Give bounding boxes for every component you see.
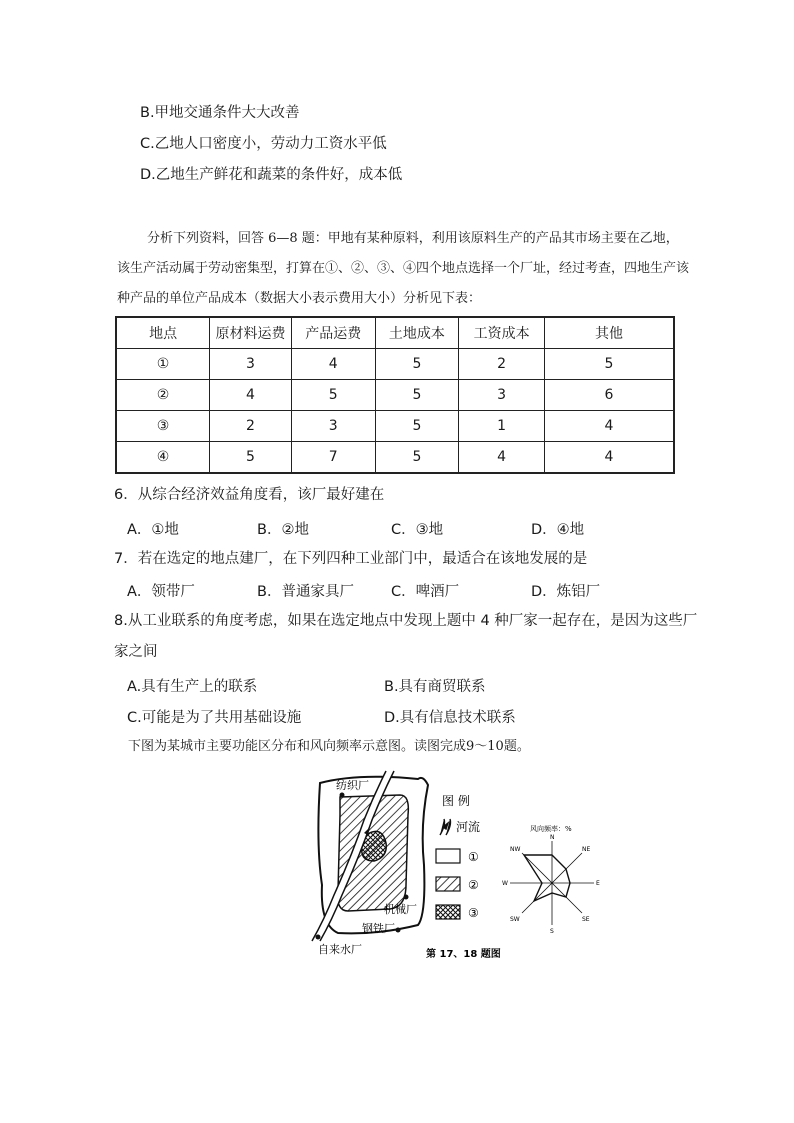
q9-intro: 下图为某城市主要功能区分布和风向频率示意图。读图完成9～10题。 bbox=[128, 739, 530, 754]
table-header: 土地成本 bbox=[375, 317, 459, 349]
table-cell: ① bbox=[116, 349, 210, 380]
table-cell: 3 bbox=[210, 349, 292, 380]
q5-option-d: D.乙地生产鲜花和蔬菜的条件好，成本低 bbox=[140, 167, 403, 183]
q5-option-c: C.乙地人口密度小，劳动力工资水平低 bbox=[140, 136, 387, 152]
wind-rose-title: 风向频率：% bbox=[530, 825, 572, 833]
table-cell: 3 bbox=[291, 411, 375, 442]
table-cell: 7 bbox=[291, 442, 375, 474]
wind-dir-nw: NW bbox=[510, 846, 521, 853]
table-cell: 4 bbox=[210, 380, 292, 411]
table-row bbox=[116, 442, 674, 474]
intro-line-1: 分析下列资料，回答 6—8 题：甲地有某种原料，利用该原料生产的产品其市场主要在乙地， bbox=[147, 231, 679, 246]
machinery-factory-label: 机械厂 bbox=[384, 903, 417, 916]
q7-option-a: A．领带厂 bbox=[127, 584, 195, 600]
q8-option-b: B.具有商贸联系 bbox=[384, 679, 486, 695]
q5-option-b: B.甲地交通条件大大改善 bbox=[140, 105, 300, 121]
legend-zone-3-label: ③ bbox=[468, 906, 479, 920]
wind-dir-sw: SW bbox=[510, 916, 520, 923]
machinery-factory-point bbox=[404, 895, 409, 900]
legend-river-icon bbox=[440, 819, 451, 835]
table-header: 产品运费 bbox=[291, 317, 375, 349]
q7-option-d: D．炼铝厂 bbox=[531, 584, 601, 600]
q8-option-d: D.具有信息技术联系 bbox=[384, 710, 516, 726]
table-cell: 5 bbox=[375, 411, 459, 442]
table-header: 原材料运费 bbox=[210, 317, 292, 349]
q8-option-c: C.可能是为了共用基础设施 bbox=[127, 710, 302, 726]
steel-factory-label: 钢铁厂 bbox=[362, 922, 395, 935]
wind-rose bbox=[502, 834, 600, 935]
cost-table bbox=[115, 316, 675, 474]
q7-option-b: B．普通家具厂 bbox=[257, 584, 354, 600]
legend-title: 图 例 bbox=[442, 794, 470, 808]
table-cell: 4 bbox=[459, 442, 545, 474]
steel-factory-point bbox=[396, 928, 401, 933]
water-plant-label: 自来水厂 bbox=[318, 943, 362, 956]
table-cell: 2 bbox=[459, 349, 545, 380]
table-cell: 5 bbox=[375, 442, 459, 474]
legend-zone-2-label: ② bbox=[468, 878, 479, 892]
intro-line-2: 该生产活动属于劳动密集型，打算在①、②、③、④四个地点选择一个厂址，经过考查，四地生产该 bbox=[117, 261, 690, 276]
table-cell: 5 bbox=[544, 349, 674, 380]
q6-option-d: D．④地 bbox=[531, 522, 585, 538]
wind-dir-n: N bbox=[550, 834, 555, 841]
table-cell: 4 bbox=[544, 411, 674, 442]
table-header-row bbox=[116, 317, 674, 349]
wind-dir-se: SE bbox=[582, 916, 590, 923]
table-header: 地点 bbox=[116, 317, 210, 349]
q6-option-a: A．①地 bbox=[127, 522, 179, 538]
table-cell: 5 bbox=[291, 380, 375, 411]
table-cell: 5 bbox=[375, 349, 459, 380]
q7-stem: 7．若在选定的地点建厂，在下列四种工业部门中，最适合在该地发展的是 bbox=[114, 551, 588, 567]
table-cell: 5 bbox=[210, 442, 292, 474]
table-cell: ② bbox=[116, 380, 210, 411]
table-header: 其他 bbox=[544, 317, 674, 349]
water-plant-point bbox=[316, 935, 321, 940]
legend-zone-3-swatch bbox=[436, 905, 460, 919]
q6-stem: 6．从综合经济效益角度看，该厂最好建在 bbox=[114, 487, 385, 503]
legend-river-label: 河流 bbox=[456, 820, 481, 834]
q6-option-c: C．③地 bbox=[391, 522, 444, 538]
legend-zone-1-label: ① bbox=[468, 850, 479, 864]
table-cell: ④ bbox=[116, 442, 210, 474]
wind-dir-e: E bbox=[596, 880, 600, 887]
table-row bbox=[116, 380, 674, 411]
intro-line-3: 种产品的单位产品成本（数据大小表示费用大小）分析见下表： bbox=[117, 291, 482, 306]
textile-factory-point bbox=[340, 793, 345, 798]
table-header: 工资成本 bbox=[459, 317, 545, 349]
wind-dir-ne: NE bbox=[582, 846, 591, 853]
q8-stem-line-1: 8.从工业联系的角度考虑，如果在选定地点中发现上题中 4 种厂家一起存在，是因为这些厂 bbox=[114, 613, 698, 629]
wind-dir-s: S bbox=[550, 928, 554, 935]
table-cell: ③ bbox=[116, 411, 210, 442]
textile-factory-label: 纺织厂 bbox=[336, 779, 369, 792]
table-cell: 5 bbox=[375, 380, 459, 411]
table-cell: 4 bbox=[291, 349, 375, 380]
legend-zone-2-swatch bbox=[436, 877, 460, 891]
table-cell: 6 bbox=[544, 380, 674, 411]
wind-dir-w: W bbox=[502, 880, 508, 887]
q8-stem-line-2: 家之间 bbox=[114, 644, 158, 660]
legend-zone-1-swatch bbox=[436, 849, 460, 863]
figure-caption: 第 17、18 题图 bbox=[426, 949, 501, 960]
city-function-map-figure bbox=[298, 765, 608, 965]
table-row bbox=[116, 349, 674, 380]
table-cell: 1 bbox=[459, 411, 545, 442]
table-cell: 3 bbox=[459, 380, 545, 411]
table-cell: 2 bbox=[210, 411, 292, 442]
q6-option-b: B．②地 bbox=[257, 522, 309, 538]
q8-option-a: A.具有生产上的联系 bbox=[127, 679, 258, 695]
table-cell: 4 bbox=[544, 442, 674, 474]
table-row bbox=[116, 411, 674, 442]
q7-option-c: C．啤酒厂 bbox=[391, 584, 460, 600]
